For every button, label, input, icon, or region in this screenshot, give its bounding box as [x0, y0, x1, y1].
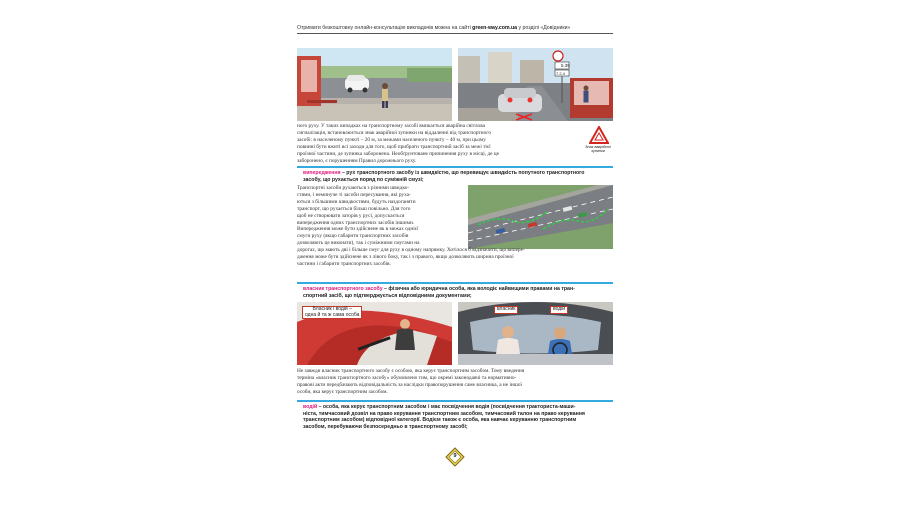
warning-triangle-icon [589, 126, 609, 144]
page-number: 9 [453, 453, 457, 459]
text-line: Випередження може бути здійснене як в межах однієї [297, 226, 419, 233]
text-line: сигналізація, встановлюється знак аварійної зупинки на віддаленні від транспортного [297, 129, 491, 136]
definition-text: спортний засіб, що підтверджується відповідними документами; [303, 292, 472, 299]
illustration-bus-stop-left [297, 48, 452, 121]
textbook-page [297, 20, 613, 490]
text-line: дорогах, що мають дві і більше смуг для руху в одному напрямку. Хотілося б відзначити, що випере- [297, 247, 525, 253]
illustration-bus-stop-right [458, 48, 613, 121]
text-line: смуги руху (якщо габарити транспортних засобів [297, 233, 409, 240]
paragraph-overtaking [297, 185, 463, 247]
definition-text: ніста, тимчасовий дозвіл на право керування транспортним засобом, тимчасовий талон на право керування [303, 410, 585, 417]
text-line: засобі: в населеному пункті – 20 м, за межами населеного пункту – 40 м, при цьому [297, 136, 486, 143]
illustration-owner-and-driver [458, 302, 613, 365]
header-section-text: у розділі «Довідники» [518, 25, 571, 31]
paragraph-overtaking-continued [297, 247, 613, 268]
definition-divider [297, 166, 613, 168]
term-owner: власник транспортного засобу [303, 286, 383, 292]
header-text: Отримати безкоштовну онлайн-консультацію викладачів можна на сайті [297, 25, 471, 31]
hazard-sign-caption: Знак аварійної зупинки [585, 145, 611, 154]
page-header [297, 25, 613, 31]
text-line: дження може бути здійснене як з лівого боку, так і з правого, якщо дозволяють ширина проїзної [297, 253, 514, 260]
sign-label-2: 7.2.4 [556, 71, 565, 76]
term-driver: водій [303, 404, 318, 410]
definition-overtaking [303, 170, 613, 183]
text-line: дозволяють це виконати), так і суміжними смугами на [297, 240, 420, 247]
paragraph-owner [297, 368, 613, 396]
definition-owner [303, 286, 613, 299]
text-line: випередження одних транспортних засобів іншими. [297, 219, 415, 226]
definition-divider [297, 282, 613, 284]
text-line: правові акти передбачають відповідальність за наслідки правопорушення саме власника, а не іншої [297, 381, 522, 388]
label-line: одна й та ж сама особа [305, 311, 360, 318]
text-line: Не завжди власник транспортного засобу є особою, яка керує транспортним засобом. Тому введення [297, 368, 525, 374]
term-overtaking: випередження [303, 170, 341, 176]
illustration-highway-overtaking [468, 185, 613, 249]
sign-label-1: 5.39 [561, 63, 570, 68]
definition-text: – особа, яка керує транспортним засобом і має посвідчення водія (посвідчення тракториста-маши- [317, 404, 576, 410]
label-owner-driver-same [302, 306, 362, 319]
text-line: заборонено, є порушенням Правил дорожнього руху. [297, 157, 417, 164]
text-line: терміна «власник транспортного засобу» обумовлено тим, що окремі законодавчі та нормативно- [297, 374, 517, 381]
definition-text: – рух транспортного засобу із швидкістю, що перевищує швидкість попутного транспортного [340, 170, 585, 176]
text-line: частини і габарити транспортних засобів. [297, 260, 391, 267]
paragraph-emergency-stop [297, 123, 583, 164]
text-line: ються з більшими швидкостями, будуть наздоганяти [297, 198, 416, 205]
text-line: щоб не створювати заторів у русі, допускається [297, 212, 405, 219]
header-divider [297, 33, 613, 34]
text-line: особи, яка керує транспортним засобом. [297, 388, 388, 395]
definition-driver [303, 404, 613, 430]
header-site-link[interactable]: green-way.com.ua [472, 25, 518, 31]
text-line: повинні бути вжиті всі заходи для того, щоб прибрати транспортний засіб за межі тієї [297, 143, 491, 150]
label-owner: власник [494, 306, 518, 314]
definition-divider [297, 400, 613, 402]
definition-text: – фізична або юридична особа, яка володіє найвищими правами на тран- [382, 286, 575, 292]
definition-text: транспортним засобом) відповідної категорії. Водієм також є особа, яка навчає керуванню транспортним [303, 417, 577, 424]
definition-text: засобу, що рухається поряд по суміжній смузі; [303, 176, 424, 183]
text-line: стями, і неминуче ті засоби пересування, які руха- [297, 191, 411, 198]
text-line: Транспортні засоби рухаються з різними швидко- [297, 185, 410, 191]
label-driver: водій [550, 306, 568, 314]
text-line: транспорт, що рухається більш повільно. Для того [297, 205, 411, 212]
text-line: ного руху. У таких випадках на транспортному засобі вмикається аварійна світлова [297, 123, 485, 129]
label-line: Власник і водій – [312, 306, 352, 312]
definition-text: засобом, перебуваючи безпосередньо в транспортному засобі; [303, 423, 468, 430]
text-line: проїзної частини, де зупинка заборонена. Необґрунтоване припинення руху в місці, де це [297, 150, 499, 157]
